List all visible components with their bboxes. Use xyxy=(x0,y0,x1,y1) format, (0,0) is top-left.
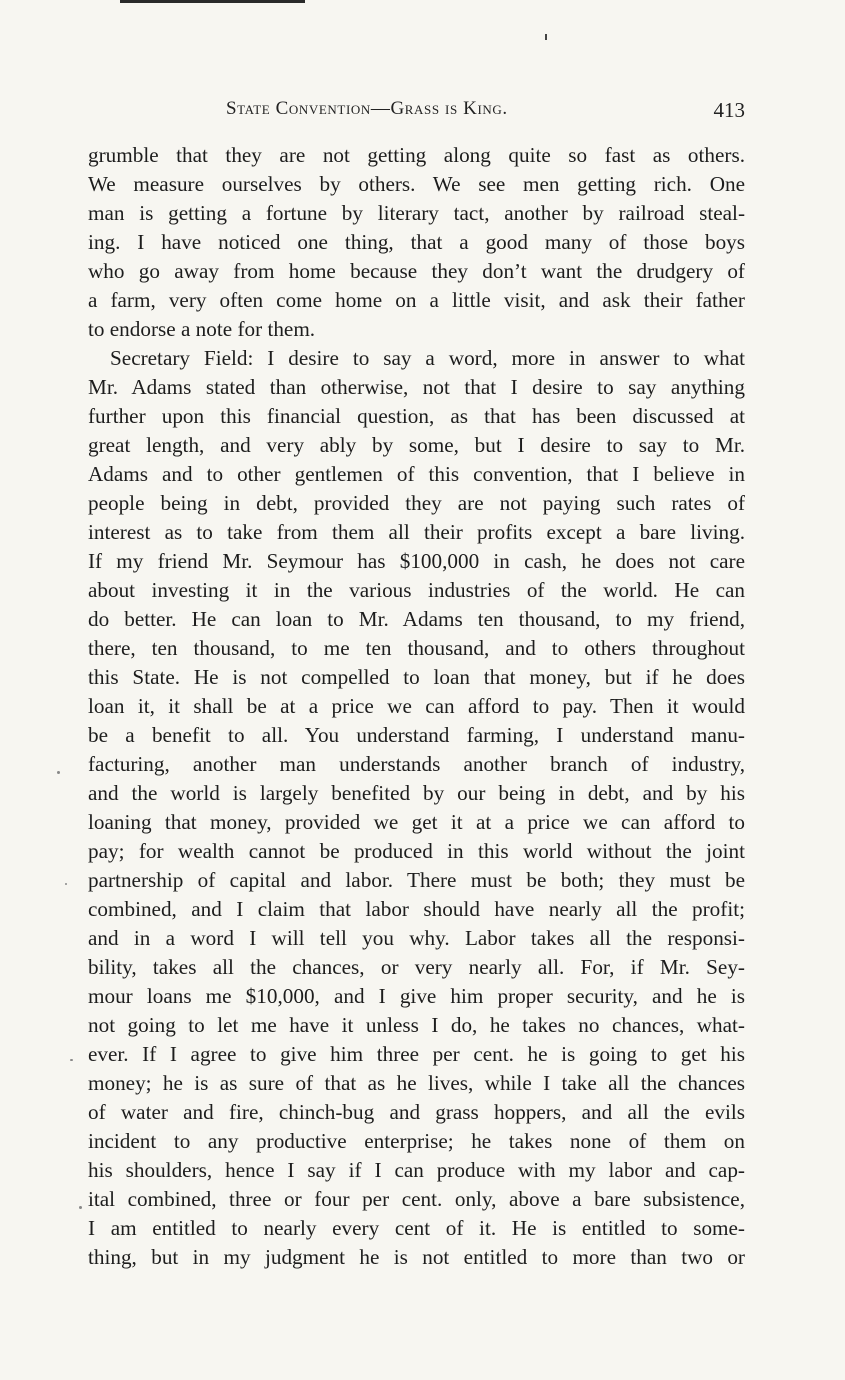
text-line: combined, and I claim that labor should have nearly all the profit; xyxy=(88,897,745,921)
text-line: ing. I have noticed one thing, that a good many of those boys xyxy=(88,230,745,254)
text-line: loaning that money, provided we get it at a price we can afford to xyxy=(88,810,745,834)
text-line: interest as to take from them all their profits except a bare living. xyxy=(88,520,745,544)
text-line: loan it, it shall be at a price we can afford to pay. Then it would xyxy=(88,694,745,718)
text-line: there, ten thousand, to me ten thousand, and to others throughout xyxy=(88,636,745,660)
text-line: of water and fire, chinch-bug and grass hoppers, and all the evils xyxy=(88,1100,745,1124)
text-line: grumble that they are not getting along quite so fast as others. xyxy=(88,143,745,167)
running-title: State Convention—Grass is King. xyxy=(226,98,508,119)
text-line: people being in debt, provided they are not paying such rates of xyxy=(88,491,745,515)
paper-speck xyxy=(65,883,67,885)
text-line: pay; for wealth cannot be produced in this world without the joint xyxy=(88,839,745,863)
text-line: man is getting a fortune by literary tact, another by railroad steal- xyxy=(88,201,745,225)
text-line: further upon this financial question, as that has been discussed at xyxy=(88,404,745,428)
text-line: partnership of capital and labor. There must be both; they must be xyxy=(88,868,745,892)
page-mark xyxy=(545,34,547,40)
top-rule xyxy=(120,0,305,3)
text-line: and the world is largely benefited by our being in debt, and by his xyxy=(88,781,745,805)
text-line: ital combined, three or four per cent. only, above a bare subsistence, xyxy=(88,1187,745,1211)
paper-speck xyxy=(57,771,60,774)
paper-speck xyxy=(79,1206,82,1209)
text-line: great length, and very ably by some, but I desire to say to Mr. xyxy=(88,433,745,457)
text-line: a farm, very often come home on a little visit, and ask their father xyxy=(88,288,745,312)
paper-speck xyxy=(70,1059,73,1061)
text-line: We measure ourselves by others. We see men getting rich. One xyxy=(88,172,745,196)
text-line: and in a word I will tell you why. Labor takes all the responsi- xyxy=(88,926,745,950)
text-line: about investing it in the various industries of the world. He can xyxy=(88,578,745,602)
text-line: money; he is as sure of that as he lives, while I take all the chances xyxy=(88,1071,745,1095)
text-line: mour loans me $10,000, and I give him proper security, and he is xyxy=(88,984,745,1008)
text-line: Mr. Adams stated than otherwise, not that I desire to say anything xyxy=(88,375,745,399)
body-text xyxy=(88,141,745,1272)
text-line: be a benefit to all. You understand farming, I understand manu- xyxy=(88,723,745,747)
page-number: 413 xyxy=(713,98,745,122)
text-line: bility, takes all the chances, or very nearly all. For, if Mr. Sey- xyxy=(88,955,745,979)
text-line: thing, but in my judgment he is not entitled to more than two or xyxy=(88,1245,745,1269)
text-line: I am entitled to nearly every cent of it. He is entitled to some- xyxy=(88,1216,745,1240)
text-line: Adams and to other gentlemen of this convention, that I believe in xyxy=(88,462,745,486)
text-line: who go away from home because they don’t want the drudgery of xyxy=(88,259,745,283)
running-head xyxy=(88,98,745,130)
text-line: ever. If I agree to give him three per cent. he is going to get his xyxy=(88,1042,745,1066)
paragraph-start-line: Secretary Field: I desire to say a word, more in answer to what xyxy=(110,346,745,370)
text-line: to endorse a note for them. xyxy=(88,317,316,341)
text-line: his shoulders, hence I say if I can produce with my labor and cap- xyxy=(88,1158,745,1182)
text-line: not going to let me have it unless I do, he takes no chances, what- xyxy=(88,1013,745,1037)
text-line: facturing, another man understands another branch of industry, xyxy=(88,752,745,776)
text-line: If my friend Mr. Seymour has $100,000 in cash, he does not care xyxy=(88,549,745,573)
text-line: incident to any productive enterprise; he takes none of them on xyxy=(88,1129,745,1153)
text-line: do better. He can loan to Mr. Adams ten thousand, to my friend, xyxy=(88,607,745,631)
text-line: this State. He is not compelled to loan that money, but if he does xyxy=(88,665,745,689)
